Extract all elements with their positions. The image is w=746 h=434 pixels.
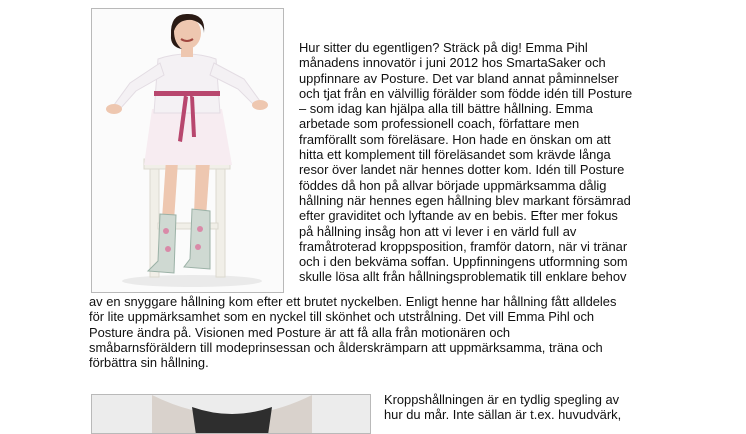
text-line: arbetade som professionell coach, författare men: [299, 116, 580, 132]
text-line: hållning när hennes egen hållning blev markant försämrad: [299, 192, 631, 208]
text-line: Posture ändra på. Visionen med Posture är att få alla från motionären och: [89, 324, 511, 340]
text-line: resor över landet när hennes dotter kom. Idén till Posture: [299, 162, 625, 178]
text-line: Kroppshållningen är en tydlig spegling av: [384, 392, 620, 407]
text-line: månadens innovatör i juni 2012 hos SmartaSaker och: [299, 55, 606, 71]
text-line: förbättra sin hållning.: [89, 355, 209, 371]
text-line: och tjat från en välvillig förälder som födde idén till Posture: [299, 85, 633, 101]
text-line: föddes då hon på allvar började uppmärksamma dålig: [299, 177, 607, 193]
woman-on-stool-illustration: [92, 9, 284, 293]
paragraph-body-posture: [384, 392, 621, 423]
paragraph-intro: [299, 40, 632, 285]
text-line: uppfinnare av Posture. Det var bland annat påminnelser: [299, 70, 619, 86]
text-line: hitta ett komplement till föreläsandet som krävde långa: [299, 147, 611, 163]
posture-garment-photo: [91, 394, 371, 434]
text-line: skulle lösa allt från hållningsproblematik till enklare behov: [299, 269, 627, 285]
text-line: av en snyggare hållning kom efter ett brutet nyckelben. Enligt henne har hållning fått alldeles: [89, 294, 617, 309]
text-line: för lite uppmärksamhet som en nyckel till skönhet och utstrålning. Det vill Emma Pihl och: [89, 309, 595, 325]
text-line: Hur sitter du egentligen? Sträck på dig! Emma Pihl: [299, 40, 588, 55]
text-line: – som idag kan hjälpa alla till bättre hållning. Emma: [299, 101, 593, 117]
posture-garment-illustration: [92, 395, 371, 434]
text-line: småbarnsföräldern till modeprinsessan och ålderskrämparn att uppmärksamma, träna och: [89, 339, 603, 355]
paragraph-intro-continuation: [89, 294, 616, 370]
woman-on-stool-photo: [91, 8, 284, 293]
text-line: hur du mår. Inte sällan är t.ex. huvudvärk,: [384, 407, 622, 423]
text-line: efter graviditet och lyftande av en bebis. Efter mer fokus: [299, 208, 618, 224]
text-line: och i den bekväma soffan. Uppfinningens utformning som: [299, 254, 628, 270]
text-line: framåtroterad kroppsposition, framför datorn, när vi tränar: [299, 238, 628, 254]
text-line: framförallt som föreläsare. Hon hade en önskan om att: [299, 131, 611, 147]
text-line: på hållning insåg hon att vi lever i en värld full av: [299, 223, 577, 239]
